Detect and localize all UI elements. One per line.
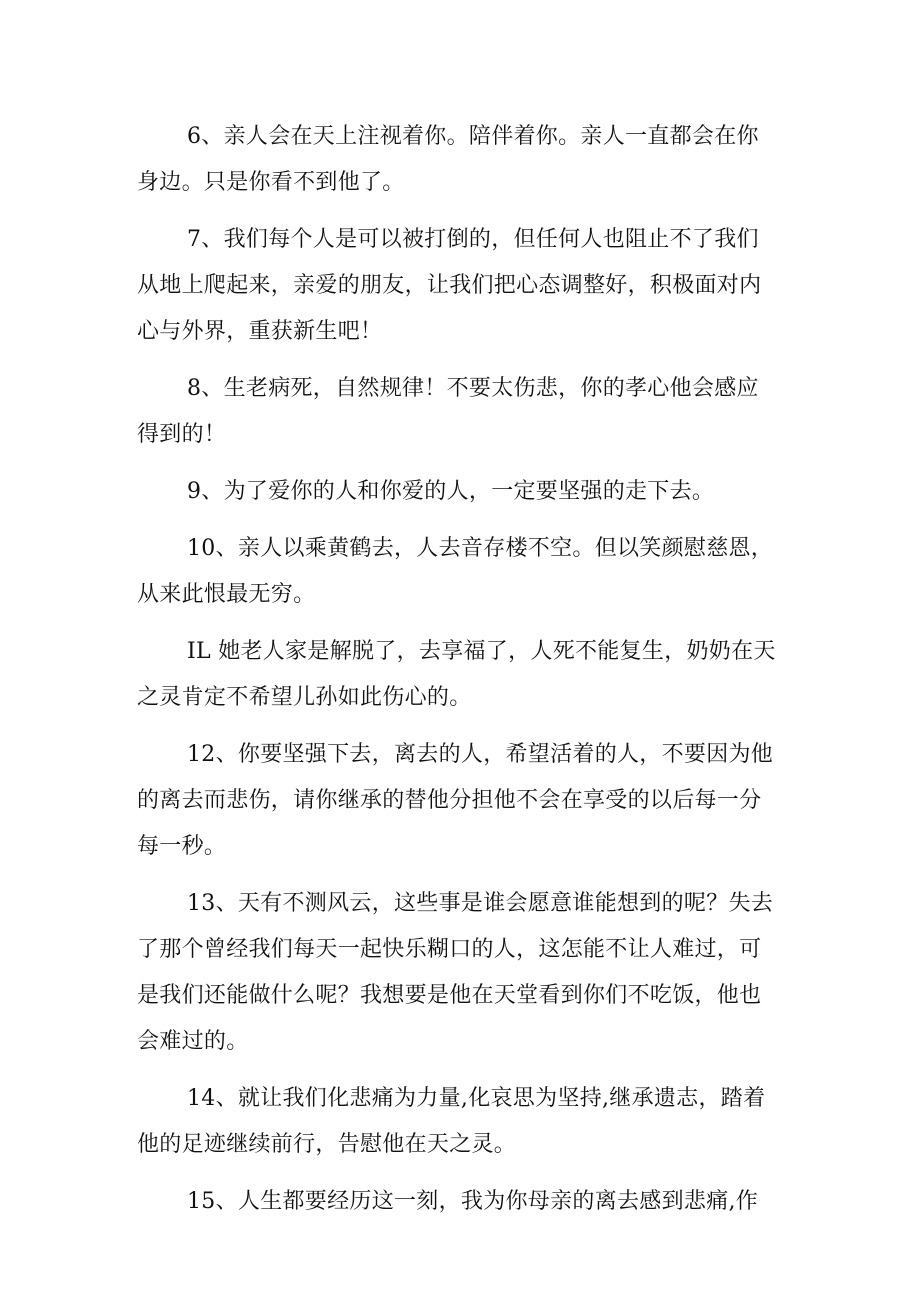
text-line: 15、人生都要经历这一刻，我为你母亲的离去感到悲痛,作 — [187, 1189, 759, 1214]
text-line: 得到的！ — [137, 422, 227, 447]
text-line: 心与外界，重获新生吧！ — [137, 319, 383, 344]
text-line: 12、你要坚强下去，离去的人，希望活着的人，不要因为他 — [187, 742, 774, 767]
text-line: 从地上爬起来，亲爱的朋友，让我们把心态调整好，积极面对内 — [137, 273, 762, 298]
text-line: 6、亲人会在天上注视着你。陪伴着你。亲人一直都会在你 — [187, 124, 759, 149]
paragraph-8 — [137, 366, 797, 458]
text-line: 会难过的。 — [137, 1029, 249, 1054]
text-line: 是我们还能做什么呢？我想要是他在天堂看到你们不吃饭，他也 — [137, 983, 762, 1008]
text-line: 身边。只是你看不到他了。 — [137, 170, 405, 195]
paragraph-14 — [137, 1076, 797, 1168]
paragraph-6 — [137, 114, 797, 206]
text-line: 之灵肯定不希望儿孙如此伤心的。 — [137, 685, 472, 710]
document-body — [137, 114, 797, 1236]
paragraph-9 — [137, 469, 797, 515]
text-line: 9、为了爱你的人和你爱的人，一定要坚强的走下去。 — [187, 479, 715, 504]
paragraph-11 — [137, 629, 797, 721]
text-line: IL 她老人家是解脱了，去享福了，人死不能复生，奶奶在天 — [187, 639, 776, 664]
paragraph-15 — [137, 1179, 797, 1225]
paragraph-7 — [137, 217, 797, 355]
text-line: 14、就让我们化悲痛为力量,化哀思为坚持,继承遗志，踏着 — [187, 1086, 766, 1111]
paragraph-10 — [137, 526, 797, 618]
text-line: 他的足迹继续前行，告慰他在天之灵。 — [137, 1132, 517, 1157]
paragraph-12 — [137, 732, 797, 870]
text-line: 13、天有不测风云，这些事是谁会愿意谁能想到的呢？失去 — [187, 891, 774, 916]
text-line: 从来此恨最无穷。 — [137, 582, 316, 607]
paragraph-13 — [137, 881, 797, 1065]
text-line: 了那个曾经我们每天一起快乐糊口的人，这怎能不让人难过，可 — [137, 937, 762, 962]
text-line: 的离去而悲伤，请你继承的替他分担他不会在享受的以后每一分 — [137, 788, 762, 813]
text-line: 10、亲人以乘黄鹤去，人去音存楼不空。但以笑颜慰慈恩， — [187, 536, 774, 561]
text-line: 7、我们每个人是可以被打倒的，但任何人也阻止不了我们 — [187, 227, 759, 252]
text-line: 每一秒。 — [137, 834, 227, 859]
text-line: 8、生老病死，自然规律！不要太伤悲，你的孝心他会感应 — [187, 376, 759, 401]
